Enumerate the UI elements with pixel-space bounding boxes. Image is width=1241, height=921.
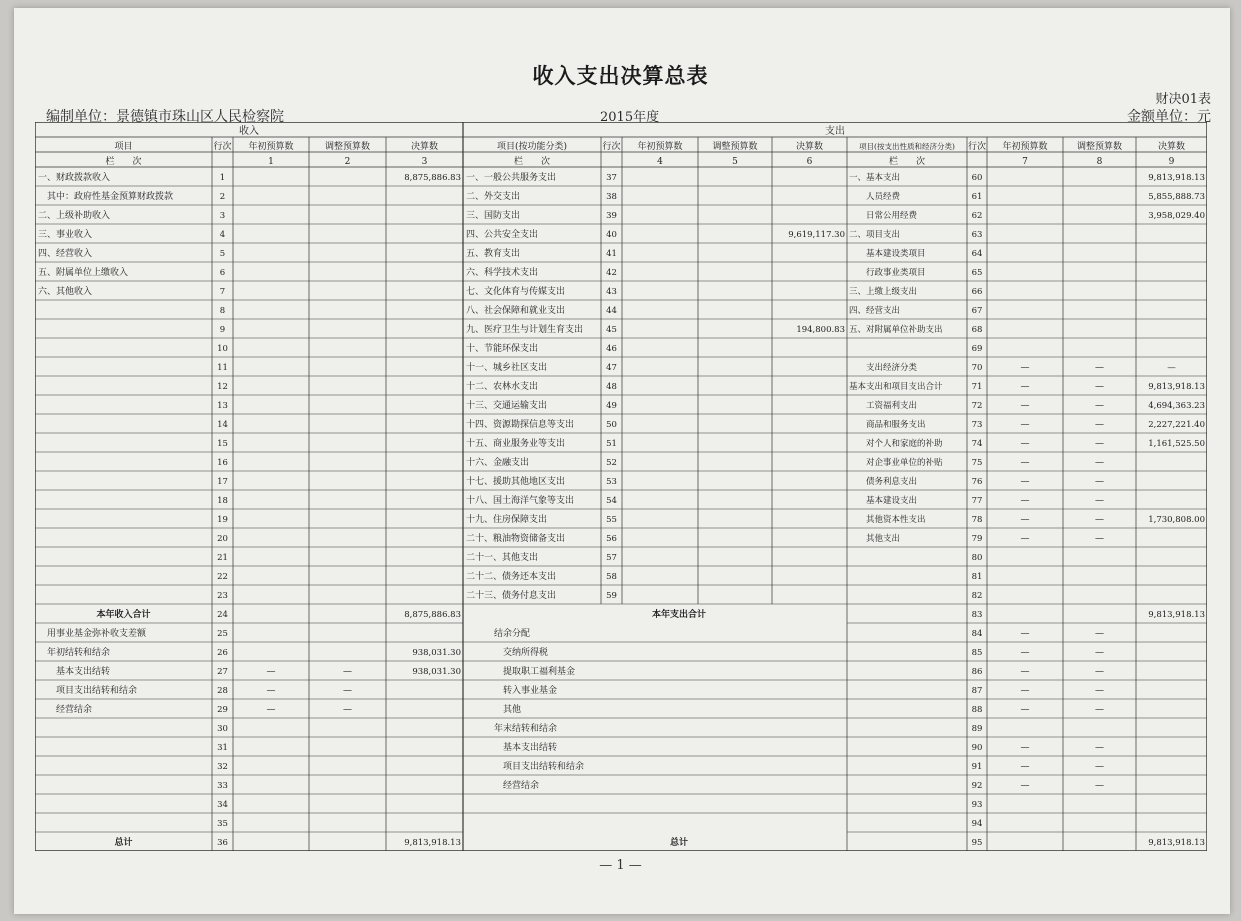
expense-func-item-label: 一、一般公共服务支出 (466, 173, 557, 183)
income-row-number: 10 (217, 344, 228, 354)
income-final-amount: 938,031.30 (412, 648, 461, 658)
expense-func-row-number: 49 (606, 401, 617, 411)
expense-func-row-number: 54 (606, 496, 617, 506)
expense-budget-adjust: — (1095, 667, 1104, 677)
expense-func-item-label: 二十、粮油物资储备支出 (466, 534, 566, 544)
expense-func-row-number: 55 (606, 515, 617, 525)
income-row-number: 1 (219, 173, 226, 183)
expense-econ-item-label: 基本支出和项目支出合计 (849, 382, 943, 392)
column-header: 决算数 (410, 142, 439, 152)
expense-func-row-number: 40 (606, 230, 617, 240)
expense-econ-budget-start: — (1020, 534, 1030, 544)
column-header: 行次 (602, 142, 621, 152)
income-section-header: 收入 (239, 126, 259, 137)
income-row-number: 9 (219, 325, 226, 335)
income-row-number: 16 (217, 458, 228, 468)
column-header: 调整预算数 (712, 142, 758, 152)
expense-row-number: 88 (971, 705, 983, 715)
column-header: 年初预算数 (1002, 142, 1048, 152)
expense-econ-final-amount: 1,730,808.00 (1148, 515, 1205, 525)
income-row-number: 13 (217, 401, 228, 411)
expense-section-header: 支出 (825, 126, 845, 137)
income-budget-adjust: — (343, 705, 352, 715)
column-header: 调整预算数 (1076, 142, 1123, 152)
expense-econ-row-number: 71 (971, 382, 983, 392)
expense-econ-item-label: 一、基本支出 (849, 173, 901, 183)
expense-func-final-amount: 9,619,117.30 (788, 230, 845, 240)
expense-econ-row-number: 69 (971, 344, 983, 354)
expense-econ-budget-start: — (1020, 496, 1030, 506)
expense-func-row-number: 41 (606, 249, 617, 259)
expense-econ-budget-adjust: — (1095, 477, 1104, 487)
expense-func-row-number: 53 (606, 477, 617, 487)
income-row-number: 19 (217, 515, 228, 525)
column-index: 5 (732, 157, 738, 167)
column-index: 8 (1096, 157, 1103, 167)
expense-econ-row-number: 82 (971, 591, 983, 601)
income-row-number: 7 (219, 287, 226, 297)
expense-grand-total-label: 总计 (669, 838, 689, 848)
expense-econ-final-amount: 1,161,525.50 (1148, 439, 1205, 449)
expense-func-item-label: 十二、农林水支出 (466, 382, 539, 392)
income-row-number: 2 (219, 192, 226, 202)
expense-final-amount: 9,813,918.13 (1148, 610, 1205, 620)
expense-econ-item-label: 其他支出 (849, 534, 901, 544)
expense-func-final-amount: 194,800.83 (796, 325, 845, 335)
statement-table (35, 122, 1207, 851)
expense-budget-adjust: — (1095, 648, 1104, 658)
expense-econ-final-amount: 3,958,029.40 (1148, 211, 1205, 221)
expense-econ-row-number: 61 (971, 192, 983, 202)
expense-econ-row-number: 80 (971, 553, 983, 563)
distribution-item-label: 提取职工福利基金 (485, 667, 576, 677)
statement-grid (35, 122, 1207, 851)
income-row-number: 4 (219, 230, 226, 240)
income-row-number: 28 (217, 686, 228, 696)
expense-econ-row-number: 79 (971, 534, 983, 544)
expense-econ-item-label: 对个人和家庭的补助 (849, 439, 943, 449)
income-row-number: 36 (217, 838, 228, 848)
expense-econ-item-label: 工资福利支出 (849, 401, 918, 411)
column-header: 项目 (114, 142, 133, 152)
income-row-number: 11 (217, 363, 228, 373)
expense-econ-row-number: 72 (971, 401, 983, 411)
expense-func-row-number: 59 (606, 591, 617, 601)
page-number: — 1 — (599, 858, 642, 873)
expense-row-number: 95 (971, 838, 983, 848)
income-row-number: 23 (217, 591, 228, 601)
income-final-amount: 8,875,886.83 (404, 173, 461, 183)
column-index: 7 (1022, 157, 1028, 167)
distribution-item-label: 经营结余 (485, 781, 540, 791)
reporting-unit: 编制单位：景德镇市珠山区人民检察院 (46, 109, 284, 125)
income-item-label: 四、经营收入 (38, 249, 93, 259)
expense-row-number: 93 (971, 800, 983, 810)
expense-func-item-label: 二、外交支出 (466, 192, 521, 202)
expense-func-item-label: 十九、住房保障支出 (466, 515, 548, 525)
distribution-item-label: 项目支出结转和结余 (485, 762, 585, 772)
expense-econ-item-label: 二、项目支出 (849, 230, 901, 240)
income-item-label: 其中：政府性基金预算财政拨款 (38, 192, 174, 202)
expense-econ-final-amount: 4,694,363.23 (1148, 401, 1205, 411)
expense-budget-start: — (1020, 762, 1030, 772)
column-index-label: 栏 次 (513, 157, 551, 167)
expense-budget-adjust: — (1095, 629, 1104, 639)
expense-total-label: 本年支出合计 (651, 610, 707, 620)
expense-func-row-number: 58 (606, 572, 617, 582)
column-header: 项目(按支出性质和经济分类) (859, 142, 955, 151)
expense-budget-start: — (1020, 686, 1030, 696)
expense-func-item-label: 九、医疗卫生与计划生育支出 (466, 325, 584, 335)
distribution-item-label: 基本支出结转 (485, 743, 558, 753)
currency-unit: 金额单位：元 (1127, 109, 1211, 125)
report-title: 收入支出决算总表 (532, 64, 709, 88)
income-budget-adjust: — (343, 686, 352, 696)
income-row-number: 33 (217, 781, 228, 791)
expense-econ-row-number: 81 (971, 572, 983, 582)
expense-econ-budget-start: — (1020, 477, 1030, 487)
expense-func-row-number: 56 (606, 534, 617, 544)
income-item-label: 经营结余 (38, 705, 93, 715)
expense-func-item-label: 二十一、其他支出 (466, 553, 539, 563)
expense-econ-row-number: 68 (971, 325, 983, 335)
distribution-item-label: 转入事业基金 (485, 686, 558, 696)
expense-budget-start: — (1020, 629, 1030, 639)
income-row-number: 6 (219, 268, 226, 278)
expense-func-item-label: 十五、商业服务业等支出 (466, 439, 566, 449)
expense-func-item-label: 十三、交通运输支出 (466, 401, 548, 411)
expense-row-number: 87 (971, 686, 983, 696)
expense-budget-start: — (1020, 705, 1030, 715)
expense-econ-budget-start: — (1020, 401, 1030, 411)
expense-econ-budget-adjust: — (1095, 458, 1104, 468)
column-index: 2 (344, 157, 351, 167)
expense-econ-item-label: 对企事业单位的补贴 (849, 458, 943, 468)
income-budget-start: — (266, 686, 276, 696)
expense-func-item-label: 十四、资源勘探信息等支出 (466, 420, 575, 430)
expense-func-item-label: 十六、金融支出 (466, 458, 530, 468)
column-index-label: 栏 次 (105, 157, 142, 167)
distribution-item-label: 年末结转和结余 (485, 724, 558, 734)
income-row-number: 5 (219, 249, 226, 259)
expense-func-row-number: 42 (606, 268, 617, 278)
income-item-label: 总计 (114, 838, 133, 848)
column-index: 1 (268, 157, 274, 167)
expense-econ-final-amount: 2,227,221.40 (1148, 420, 1205, 430)
expense-econ-item-label: 商品和服务支出 (849, 420, 926, 430)
expense-func-item-label: 十八、国土海洋气象等支出 (466, 496, 575, 506)
expense-econ-row-number: 64 (971, 249, 983, 259)
expense-econ-item-label: 行政事业类项目 (849, 268, 926, 278)
fiscal-year: 2015年度 (600, 110, 660, 125)
column-index: 3 (421, 157, 428, 167)
expense-econ-budget-start: — (1020, 458, 1030, 468)
expense-econ-row-number: 76 (971, 477, 983, 487)
income-row-number: 18 (217, 496, 228, 506)
expense-func-row-number: 44 (606, 306, 617, 316)
column-index: 9 (1168, 157, 1175, 167)
income-row-number: 26 (217, 648, 228, 658)
income-row-number: 8 (219, 306, 226, 316)
expense-econ-budget-adjust: — (1095, 382, 1104, 392)
expense-func-row-number: 51 (606, 439, 617, 449)
expense-row-number: 92 (971, 781, 983, 791)
column-header: 年初预算数 (637, 142, 683, 152)
distribution-item-label: 其他 (485, 705, 522, 715)
expense-econ-budget-start: — (1020, 382, 1030, 392)
income-budget-start: — (266, 667, 276, 677)
expense-econ-row-number: 73 (971, 420, 983, 430)
expense-econ-row-number: 66 (971, 287, 983, 297)
expense-econ-budget-adjust: — (1095, 515, 1104, 525)
income-row-number: 14 (217, 420, 228, 430)
expense-econ-final-amount: 9,813,918.13 (1148, 173, 1205, 183)
income-item-label: 五、附属单位上缴收入 (38, 268, 129, 278)
expense-func-item-label: 二十三、债务付息支出 (466, 591, 557, 601)
income-budget-adjust: — (343, 667, 352, 677)
expense-econ-row-number: 60 (971, 173, 983, 183)
income-item-label: 项目支出结转和结余 (38, 686, 138, 696)
expense-econ-row-number: 70 (971, 363, 983, 373)
income-item-label: 一、财政拨款收入 (38, 173, 111, 183)
expense-func-item-label: 七、文化体育与传媒支出 (466, 287, 566, 297)
income-row-number: 30 (217, 724, 228, 734)
expense-budget-start: — (1020, 781, 1030, 791)
expense-budget-adjust: — (1095, 762, 1104, 772)
expense-func-item-label: 六、科学技术支出 (466, 268, 539, 278)
column-header: 项目(按功能分类) (496, 142, 568, 152)
form-number: 财决01表 (1155, 92, 1211, 107)
expense-econ-item-label: 其他资本性支出 (849, 515, 926, 525)
income-item-label: 三、事业收入 (38, 230, 93, 240)
expense-func-item-label: 五、教育支出 (466, 249, 521, 259)
expense-econ-item-label: 债务利息支出 (849, 477, 918, 487)
expense-budget-adjust: — (1095, 743, 1104, 753)
expense-func-item-label: 八、社会保障和就业支出 (466, 306, 566, 316)
expense-func-row-number: 50 (606, 420, 617, 430)
income-row-number: 21 (217, 553, 228, 563)
income-item-label: 本年收入合计 (96, 610, 151, 620)
expense-econ-budget-adjust: — (1095, 363, 1104, 373)
expense-econ-final-amount: 5,855,888.73 (1148, 192, 1205, 202)
column-header: 行次 (213, 142, 232, 152)
expense-econ-item-label: 三、上缴上级支出 (849, 287, 918, 297)
distribution-item-label: 结余分配 (485, 629, 531, 639)
income-row-number: 17 (217, 477, 228, 487)
expense-func-item-label: 十七、援助其他地区支出 (466, 477, 566, 487)
expense-econ-item-label: 日常公用经费 (849, 211, 918, 221)
income-row-number: 32 (217, 762, 228, 772)
expense-final-amount: 9,813,918.13 (1148, 838, 1205, 848)
expense-econ-item-label: 基本建设支出 (849, 496, 918, 506)
income-row-number: 20 (217, 534, 228, 544)
income-item-label: 六、其他收入 (38, 287, 93, 297)
expense-econ-budget-start: — (1020, 363, 1030, 373)
expense-budget-adjust: — (1095, 686, 1104, 696)
expense-budget-start: — (1020, 648, 1030, 658)
income-row-number: 22 (217, 572, 228, 582)
income-row-number: 34 (217, 800, 228, 810)
income-row-number: 3 (219, 211, 226, 221)
expense-econ-budget-adjust: — (1095, 496, 1104, 506)
column-header: 行次 (967, 142, 987, 152)
expense-row-number: 85 (971, 648, 983, 658)
column-header: 年初预算数 (248, 142, 294, 152)
income-row-number: 12 (217, 382, 228, 392)
income-final-amount: 9,813,918.13 (404, 838, 461, 848)
expense-func-row-number: 38 (606, 192, 617, 202)
column-index: 4 (657, 157, 663, 167)
income-item-label: 二、上级补助收入 (38, 211, 111, 221)
expense-econ-budget-adjust: — (1095, 534, 1104, 544)
income-row-number: 27 (217, 667, 228, 677)
expense-econ-row-number: 77 (971, 496, 983, 506)
income-budget-start: — (266, 705, 276, 715)
expense-row-number: 83 (971, 610, 983, 620)
expense-econ-row-number: 78 (971, 515, 983, 525)
income-item-label: 基本支出结转 (38, 667, 111, 677)
income-row-number: 25 (217, 629, 228, 639)
expense-econ-budget-start: — (1020, 420, 1030, 430)
expense-row-number: 89 (971, 724, 983, 734)
expense-econ-row-number: 67 (971, 306, 983, 316)
expense-econ-budget-start: — (1020, 439, 1030, 449)
expense-func-item-label: 二十二、债务还本支出 (466, 572, 557, 582)
expense-econ-final-amount: — (1167, 363, 1176, 373)
expense-row-number: 84 (971, 629, 983, 639)
expense-func-row-number: 48 (606, 382, 617, 392)
expense-budget-adjust: — (1095, 781, 1104, 791)
income-row-number: 29 (217, 705, 228, 715)
expense-econ-row-number: 74 (971, 439, 983, 449)
income-row-number: 15 (217, 439, 228, 449)
expense-row-number: 91 (971, 762, 983, 772)
income-row-number: 35 (217, 819, 228, 829)
column-header: 决算数 (1157, 142, 1186, 152)
expense-budget-start: — (1020, 743, 1030, 753)
expense-econ-budget-adjust: — (1095, 439, 1104, 449)
expense-econ-item-label: 支出经济分类 (849, 363, 918, 373)
expense-func-row-number: 52 (606, 458, 617, 468)
expense-econ-row-number: 63 (971, 230, 983, 240)
expense-econ-final-amount: 9,813,918.13 (1148, 382, 1205, 392)
income-final-amount: 8,875,886.83 (404, 610, 461, 620)
expense-econ-budget-adjust: — (1095, 420, 1104, 430)
expense-econ-row-number: 65 (971, 268, 983, 278)
expense-econ-budget-start: — (1020, 515, 1030, 525)
expense-econ-budget-adjust: — (1095, 401, 1104, 411)
expense-econ-row-number: 75 (971, 458, 983, 468)
expense-econ-item-label: 五、对附属单位补助支出 (849, 325, 943, 335)
expense-econ-item-label: 四、经营支出 (849, 306, 901, 316)
expense-func-row-number: 57 (606, 553, 617, 563)
income-item-label: 年初结转和结余 (38, 648, 111, 658)
expense-func-row-number: 39 (606, 211, 617, 221)
income-item-label: 用事业基金弥补收支差额 (38, 629, 147, 639)
expense-econ-item-label: 基本建设类项目 (849, 249, 926, 259)
expense-func-row-number: 45 (606, 325, 617, 335)
income-row-number: 31 (217, 743, 228, 753)
expense-budget-adjust: — (1095, 705, 1104, 715)
expense-row-number: 94 (971, 819, 983, 829)
income-row-number: 24 (217, 610, 228, 620)
expense-func-row-number: 46 (606, 344, 617, 354)
column-header: 调整预算数 (324, 142, 371, 152)
expense-row-number: 86 (971, 667, 983, 677)
expense-budget-start: — (1020, 667, 1030, 677)
expense-func-item-label: 十、节能环保支出 (466, 344, 539, 354)
expense-func-item-label: 四、公共安全支出 (466, 230, 539, 240)
expense-func-row-number: 47 (606, 363, 617, 373)
expense-econ-row-number: 62 (971, 211, 983, 221)
expense-func-item-label: 十一、城乡社区支出 (466, 363, 548, 373)
expense-func-row-number: 43 (606, 287, 617, 297)
distribution-item-label: 交纳所得税 (485, 648, 549, 658)
expense-func-row-number: 37 (606, 173, 617, 183)
column-index: 6 (806, 157, 813, 167)
column-header: 决算数 (795, 142, 824, 152)
expense-row-number: 90 (971, 743, 983, 753)
expense-econ-item-label: 人员经费 (849, 192, 901, 202)
income-final-amount: 938,031.30 (412, 667, 461, 677)
expense-func-item-label: 三、国防支出 (466, 211, 521, 221)
column-index-label: 栏 次 (888, 157, 926, 167)
